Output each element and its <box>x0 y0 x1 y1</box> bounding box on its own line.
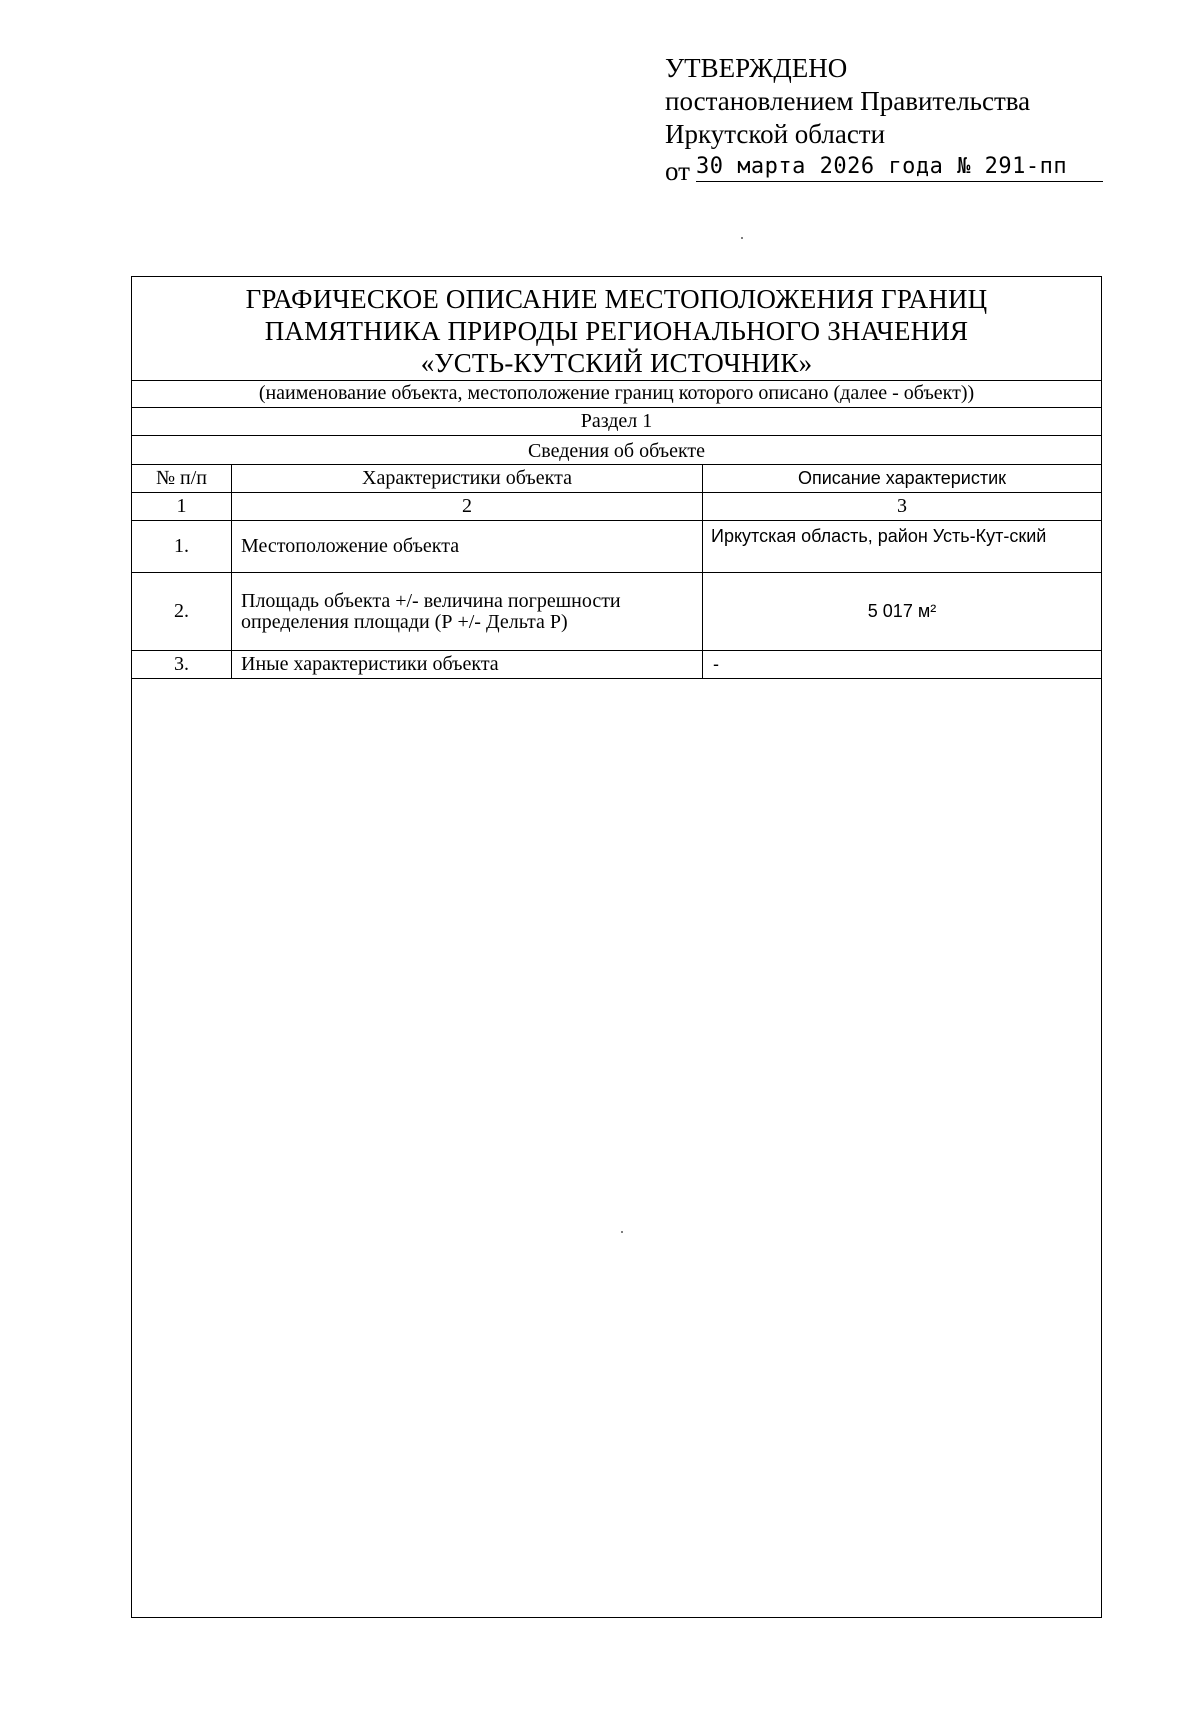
row-number: 3. <box>132 651 232 678</box>
section-label: Раздел 1 <box>132 408 1101 436</box>
column-number: 2 <box>232 493 703 520</box>
approval-region: Иркутской области <box>665 119 886 149</box>
column-number: 1 <box>132 493 232 520</box>
title-line: ПАМЯТНИКА ПРИРОДЫ РЕГИОНАЛЬНОГО ЗНАЧЕНИЯ <box>264 316 969 346</box>
header-number: № п/п <box>132 465 232 492</box>
scan-speck <box>621 1231 623 1233</box>
column-numbers-row <box>132 493 1101 521</box>
order-date-number: 30 марта 2026 года № 291-пп <box>696 153 1103 182</box>
row-characteristic: Площадь объекта +/- величина погрешности определения площади (Р +/- Дельта Р) <box>232 573 703 650</box>
approval-order <box>665 151 1135 184</box>
approval-authority: постановлением Правительства <box>665 86 1031 116</box>
table-row <box>132 651 1101 679</box>
column-number: 3 <box>897 495 907 517</box>
title-line: ГРАФИЧЕСКОЕ ОПИСАНИЕ МЕСТОПОЛОЖЕНИЯ ГРАНИЦ <box>245 284 988 314</box>
row-description: 5 017 м² <box>867 601 937 621</box>
title-line: «УСТЬ-КУТСКИЙ ИСТОЧНИК» <box>420 348 813 378</box>
header-description: Описание характеристик <box>797 468 1007 488</box>
table-header-row <box>132 465 1101 493</box>
approval-stamp <box>665 52 1135 184</box>
document-frame <box>131 276 1102 1618</box>
approval-title: УТВЕРЖДЕНО <box>665 53 848 83</box>
document-subtitle: (наименование объекта, местоположение границ которого описано (далее - объект)) <box>132 381 1101 408</box>
info-heading: Сведения об объекте <box>132 436 1101 465</box>
row-description: Иркутская область, район Усть-Кут-ский <box>711 526 1047 546</box>
document-title <box>132 277 1101 381</box>
row-characteristic: Иные характеристики объекта <box>232 651 703 678</box>
row-description: - <box>713 654 719 674</box>
scan-speck <box>741 237 743 239</box>
row-number: 1. <box>132 521 232 572</box>
header-characteristic: Характеристики объекта <box>232 465 703 492</box>
table-row <box>132 521 1101 573</box>
order-prefix: от <box>665 156 690 186</box>
row-characteristic: Местоположение объекта <box>232 521 703 572</box>
row-number: 2. <box>132 573 232 650</box>
table-row <box>132 573 1101 651</box>
